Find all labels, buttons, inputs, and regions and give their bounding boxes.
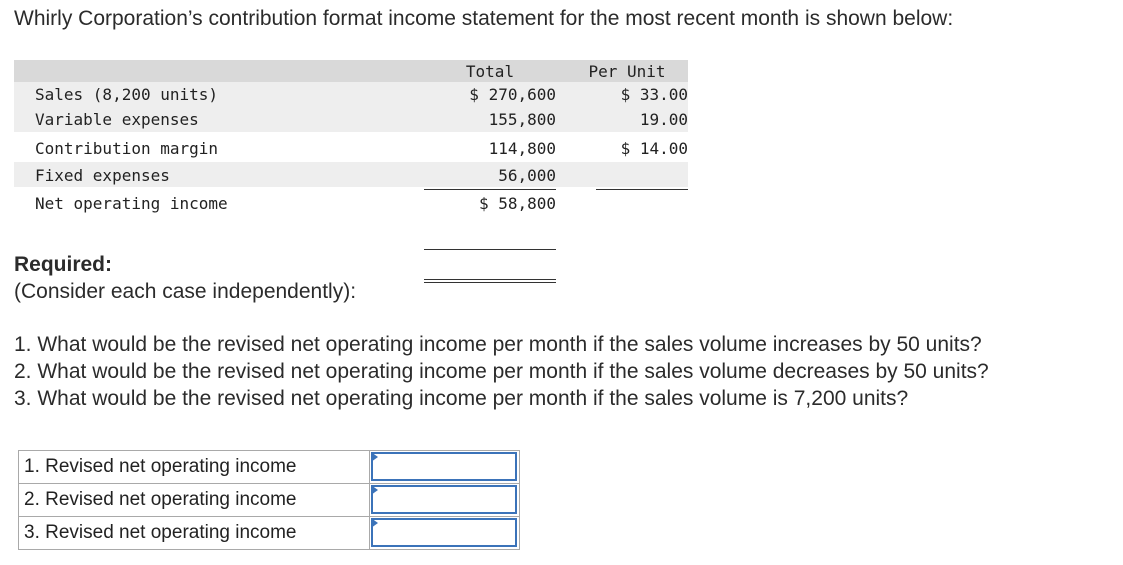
contribution-margin-total: 114,800 (488, 139, 556, 158)
sales-per-unit: $ 33.00 (620, 85, 688, 104)
answer-input-1[interactable] (371, 452, 517, 481)
statement-row-sales (14, 82, 688, 107)
question-3: 3. What would be the revised net operating income per month if the sales volume is 7,200 units? (14, 387, 909, 410)
required-note: (Consider each case independently): (14, 280, 357, 303)
answer-marker-icon (371, 485, 378, 495)
net-operating-income-total: $ 58,800 (478, 194, 556, 213)
net-double-underline-top (424, 279, 556, 280)
question-2: 2. What would be the revised net operating income per month if the sales volume decreases by 50 units? (14, 360, 989, 383)
variable-expenses-total: 155,800 (488, 110, 556, 129)
answer-cell-1 (370, 451, 520, 484)
income-statement (14, 60, 688, 217)
per-unit-header: Per Unit (588, 62, 666, 81)
sales-total: $ 270,600 (469, 85, 556, 104)
answer-cell-3 (370, 517, 520, 550)
statement-row-net (14, 187, 688, 217)
net-double-underline-bottom (424, 282, 556, 283)
answer-input-3[interactable] (371, 518, 517, 547)
answer-label-2: 2. Revised net operating income (19, 484, 370, 517)
contribution-margin-label: Contribution margin (35, 139, 219, 158)
answer-input-2[interactable] (371, 485, 517, 514)
statement-row-fixed (14, 162, 688, 187)
answer-row-2 (19, 484, 520, 517)
sales-label: Sales (8,200 units) (35, 85, 219, 104)
statement-row-contribution (14, 132, 688, 162)
contribution-margin-per-unit: $ 14.00 (620, 139, 688, 158)
answer-label-3: 3. Revised net operating income (19, 517, 370, 550)
total-header: Total (465, 62, 515, 81)
question-1: 1. What would be the revised net operating income per month if the sales volume increases by 50 units? (14, 333, 982, 356)
total-variable-underline (424, 189, 556, 190)
fixed-expenses-label: Fixed expenses (35, 166, 170, 185)
fixed-expenses-total: 56,000 (498, 166, 556, 185)
question-list (14, 331, 989, 412)
statement-row-variable (14, 107, 688, 132)
answer-marker-icon (371, 518, 378, 528)
answer-row-3 (19, 517, 520, 550)
answer-label-1: 1. Revised net operating income (19, 451, 370, 484)
intro-text: Whirly Corporation’s contribution format income statement for the most recent month is shown below: (14, 7, 954, 30)
answer-row-1 (19, 451, 520, 484)
answer-marker-icon (371, 452, 378, 462)
net-operating-income-label: Net operating income (35, 194, 228, 213)
answer-table (18, 450, 520, 550)
total-fixed-underline (424, 249, 556, 250)
per-unit-variable-underline (596, 189, 688, 190)
answer-cell-2 (370, 484, 520, 517)
variable-expenses-per-unit: 19.00 (639, 110, 688, 129)
variable-expenses-label: Variable expenses (35, 110, 199, 129)
statement-header-row (14, 60, 688, 82)
required-heading: Required: (14, 253, 113, 276)
